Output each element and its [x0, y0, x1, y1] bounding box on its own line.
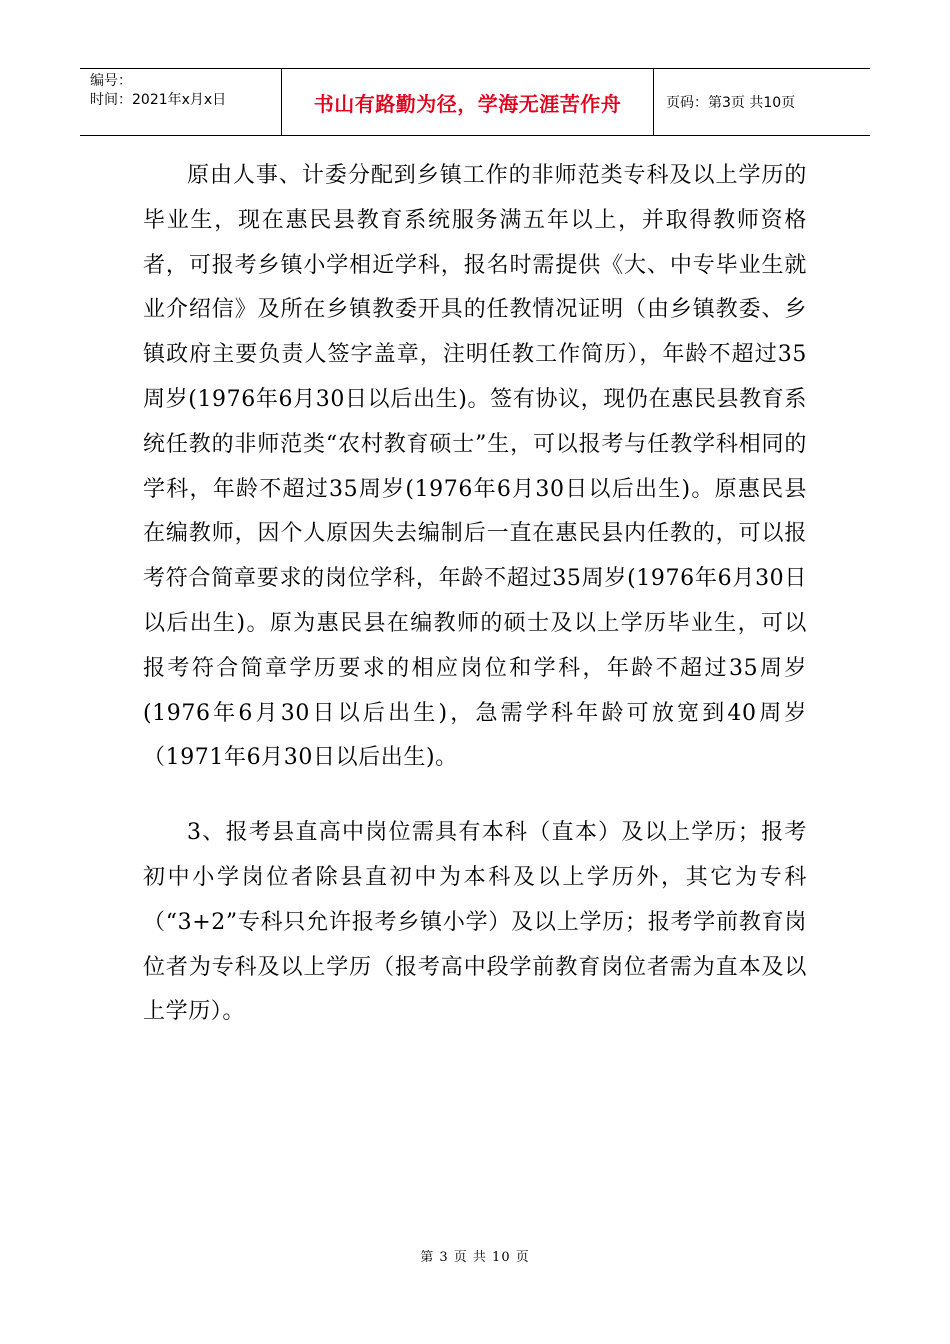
paragraph-education-requirements: 3、报考县直高中岗位需具有本科（直本）及以上学历；报考初中小学岗位者除县直初中为本科及以上学历外，其它为专科（“3+2”专科只允许报考乡镇小学）及以上学历；报考学前教育岗位者为专科及以上学历（报考高中段学前教育岗位者需为直本及以上学历）。 [143, 820, 807, 1025]
document-number-label: 编号： [90, 73, 132, 89]
page-footer: 第 3 页 共 10 页 [420, 1250, 530, 1265]
header-motto: 书山有路勤为径，学海无涯苦作舟 [282, 69, 654, 135]
document-date: 时间：2021年x月x日 [90, 92, 227, 108]
header-meta [80, 69, 282, 135]
page-header [80, 68, 870, 136]
header-page-info: 页码：第3页 共10页 [666, 95, 796, 111]
paragraph-eligibility: 原由人事、计委分配到乡镇工作的非师范类专科及以上学历的毕业生，现在惠民县教育系统服务满五年以上，并取得教师资格者，可报考乡镇小学相近学科，报名时需提供《大、中专毕业生就业介绍信》及所在乡镇教委开具的任教情况证明（由乡镇教委、乡镇政府主要负责人签字盖章，注明任教工作简历），年龄不超过35周岁(1976年6月30日以后出生)。签有协议，现仍在惠民县教育系统任教的非师范类“农村教育硕士”生，可以报考与任教学科相同的学科，年龄不超过35周岁(1976年6月30日以后出生)。原惠民县在编教师，因个人原因失去编制后一直在惠民县内任教的，可以报考符合简章要求的岗位学科，年龄不超过35周岁(1976年6月30日以后出生)。原为惠民县在编教师的硕士及以上学历毕业生，可以报考符合简章学历要求的相应岗位和学科，年龄不超过35周岁(1976年6月30日以后出生)，急需学科年龄可放宽到40周岁（1971年6月30日以后出生)。 [143, 163, 807, 771]
document-body [143, 154, 807, 1035]
